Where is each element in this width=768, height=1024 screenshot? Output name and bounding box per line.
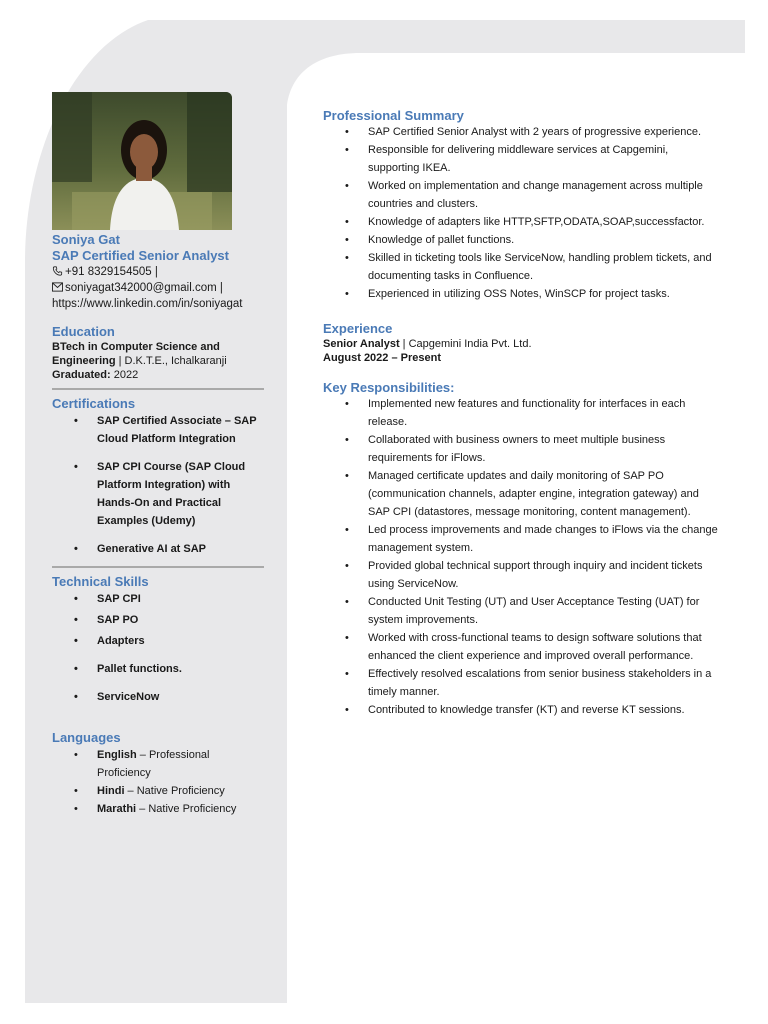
language-level: – Professional Proficiency xyxy=(97,749,210,779)
list-item: • SAP CPI xyxy=(52,590,265,608)
company-name: Capgemini India Pvt. Ltd. xyxy=(408,338,532,350)
education-graduated xyxy=(52,368,265,382)
languages-list xyxy=(52,746,265,818)
certifications-heading: Certifications xyxy=(52,396,136,411)
certifications-list xyxy=(52,412,265,558)
sidebar xyxy=(52,92,265,818)
profile-photo xyxy=(52,92,232,230)
list-item: • Worked with cross-functional teams to design software solutions that enhanced the client experience and improved overall performance. xyxy=(323,629,718,665)
language-level: – Native Proficiency xyxy=(124,785,225,797)
education-degree: BTech in Computer Science and Engineering xyxy=(52,341,220,367)
period-text: August 2022 – Present xyxy=(323,352,441,364)
education-entry xyxy=(52,340,265,368)
list-item xyxy=(52,800,265,818)
list-item: • Skilled in ticketing tools like ServiceNow, handling problem tickets, and documenting tasks in Confluence. xyxy=(323,249,718,285)
language-level: – Native Proficiency xyxy=(136,803,237,815)
experience-heading: Experience xyxy=(323,321,393,336)
candidate-name: Soniya Gat xyxy=(52,232,120,247)
language-name: Hindi xyxy=(97,785,125,797)
list-item: • Knowledge of adapters like HTTP,SFTP,ODATA,SOAP,successfactor. xyxy=(323,213,718,231)
education-college: D.K.T.E., Ichalkaranji xyxy=(124,355,227,367)
list-item: • ServiceNow xyxy=(52,688,265,706)
divider xyxy=(52,566,264,568)
role-separator: | xyxy=(399,338,409,350)
experience-period xyxy=(323,351,718,365)
candidate-title: SAP Certified Senior Analyst xyxy=(52,248,229,263)
mail-icon xyxy=(52,282,63,292)
responsibilities-list xyxy=(323,395,718,719)
summary-heading: Professional Summary xyxy=(323,108,464,123)
list-item: • SAP Certified Associate – SAP Cloud Platform Integration xyxy=(52,412,265,448)
education-separator: | xyxy=(115,355,125,367)
language-name: English xyxy=(97,749,137,761)
languages-heading: Languages xyxy=(52,730,121,745)
list-item: • Adapters xyxy=(52,632,265,650)
phone-icon xyxy=(52,266,63,276)
contact-email xyxy=(52,280,265,296)
skills-list xyxy=(52,590,265,706)
graduated-label: Graduated: xyxy=(52,369,111,381)
list-item: • Worked on implementation and change management across multiple countries and clusters. xyxy=(323,177,718,213)
list-item: • Managed certificate updates and daily monitoring of SAP PO (communication channels, adapter engine, integration gateway) and SAP CPI (datastores, message monitoring, content management). xyxy=(323,467,718,521)
list-item: • Effectively resolved escalations from senior business stakeholders in a timely manner. xyxy=(323,665,718,701)
phone-text: +91 8329154505 | xyxy=(65,266,158,278)
responsibilities-heading: Key Responsibilities: xyxy=(323,380,455,395)
list-item xyxy=(52,746,265,782)
list-item: • Conducted Unit Testing (UT) and User Acceptance Testing (UAT) for system improvements. xyxy=(323,593,718,629)
summary-list xyxy=(323,123,718,303)
list-item: • Knowledge of pallet functions. xyxy=(323,231,718,249)
list-item: • Generative AI at SAP xyxy=(52,540,265,558)
linkedin-link[interactable]: https://www.linkedin.com/in/soniyagat xyxy=(52,298,243,310)
language-name: Marathi xyxy=(97,803,137,815)
email-link[interactable]: soniyagat342000@gmail.com | xyxy=(65,282,223,294)
skills-heading: Technical Skills xyxy=(52,574,149,589)
graduated-year: 2022 xyxy=(110,369,139,381)
list-item: • Pallet functions. xyxy=(52,660,265,678)
list-item: • Implemented new features and functionality for interfaces in each release. xyxy=(323,395,718,431)
list-item: • Experienced in utilizing OSS Notes, WinSCP for project tasks. xyxy=(323,285,718,303)
divider xyxy=(52,388,264,390)
list-item: • Provided global technical support through inquiry and incident tickets using ServiceNow. xyxy=(323,557,718,593)
contact-phone xyxy=(52,264,265,280)
list-item: • SAP PO xyxy=(52,611,265,629)
list-item: • SAP Certified Senior Analyst with 2 years of progressive experience. xyxy=(323,123,718,141)
list-item: • Contributed to knowledge transfer (KT) and reverse KT sessions. xyxy=(323,701,718,719)
education-heading: Education xyxy=(52,324,115,339)
list-item: • Responsible for delivering middleware services at Capgemini, supporting IKEA. xyxy=(323,141,718,177)
list-item: • Collaborated with business owners to meet multiple business requirements for iFlows. xyxy=(323,431,718,467)
role-title: Senior Analyst xyxy=(323,338,400,350)
list-item: • Led process improvements and made changes to iFlows via the change management system. xyxy=(323,521,718,557)
list-item xyxy=(52,782,265,800)
list-item: • SAP CPI Course (SAP Cloud Platform Integration) with Hands-On and Practical Examples (Udemy) xyxy=(52,458,265,530)
main-column xyxy=(323,107,718,719)
experience-role xyxy=(323,337,718,351)
